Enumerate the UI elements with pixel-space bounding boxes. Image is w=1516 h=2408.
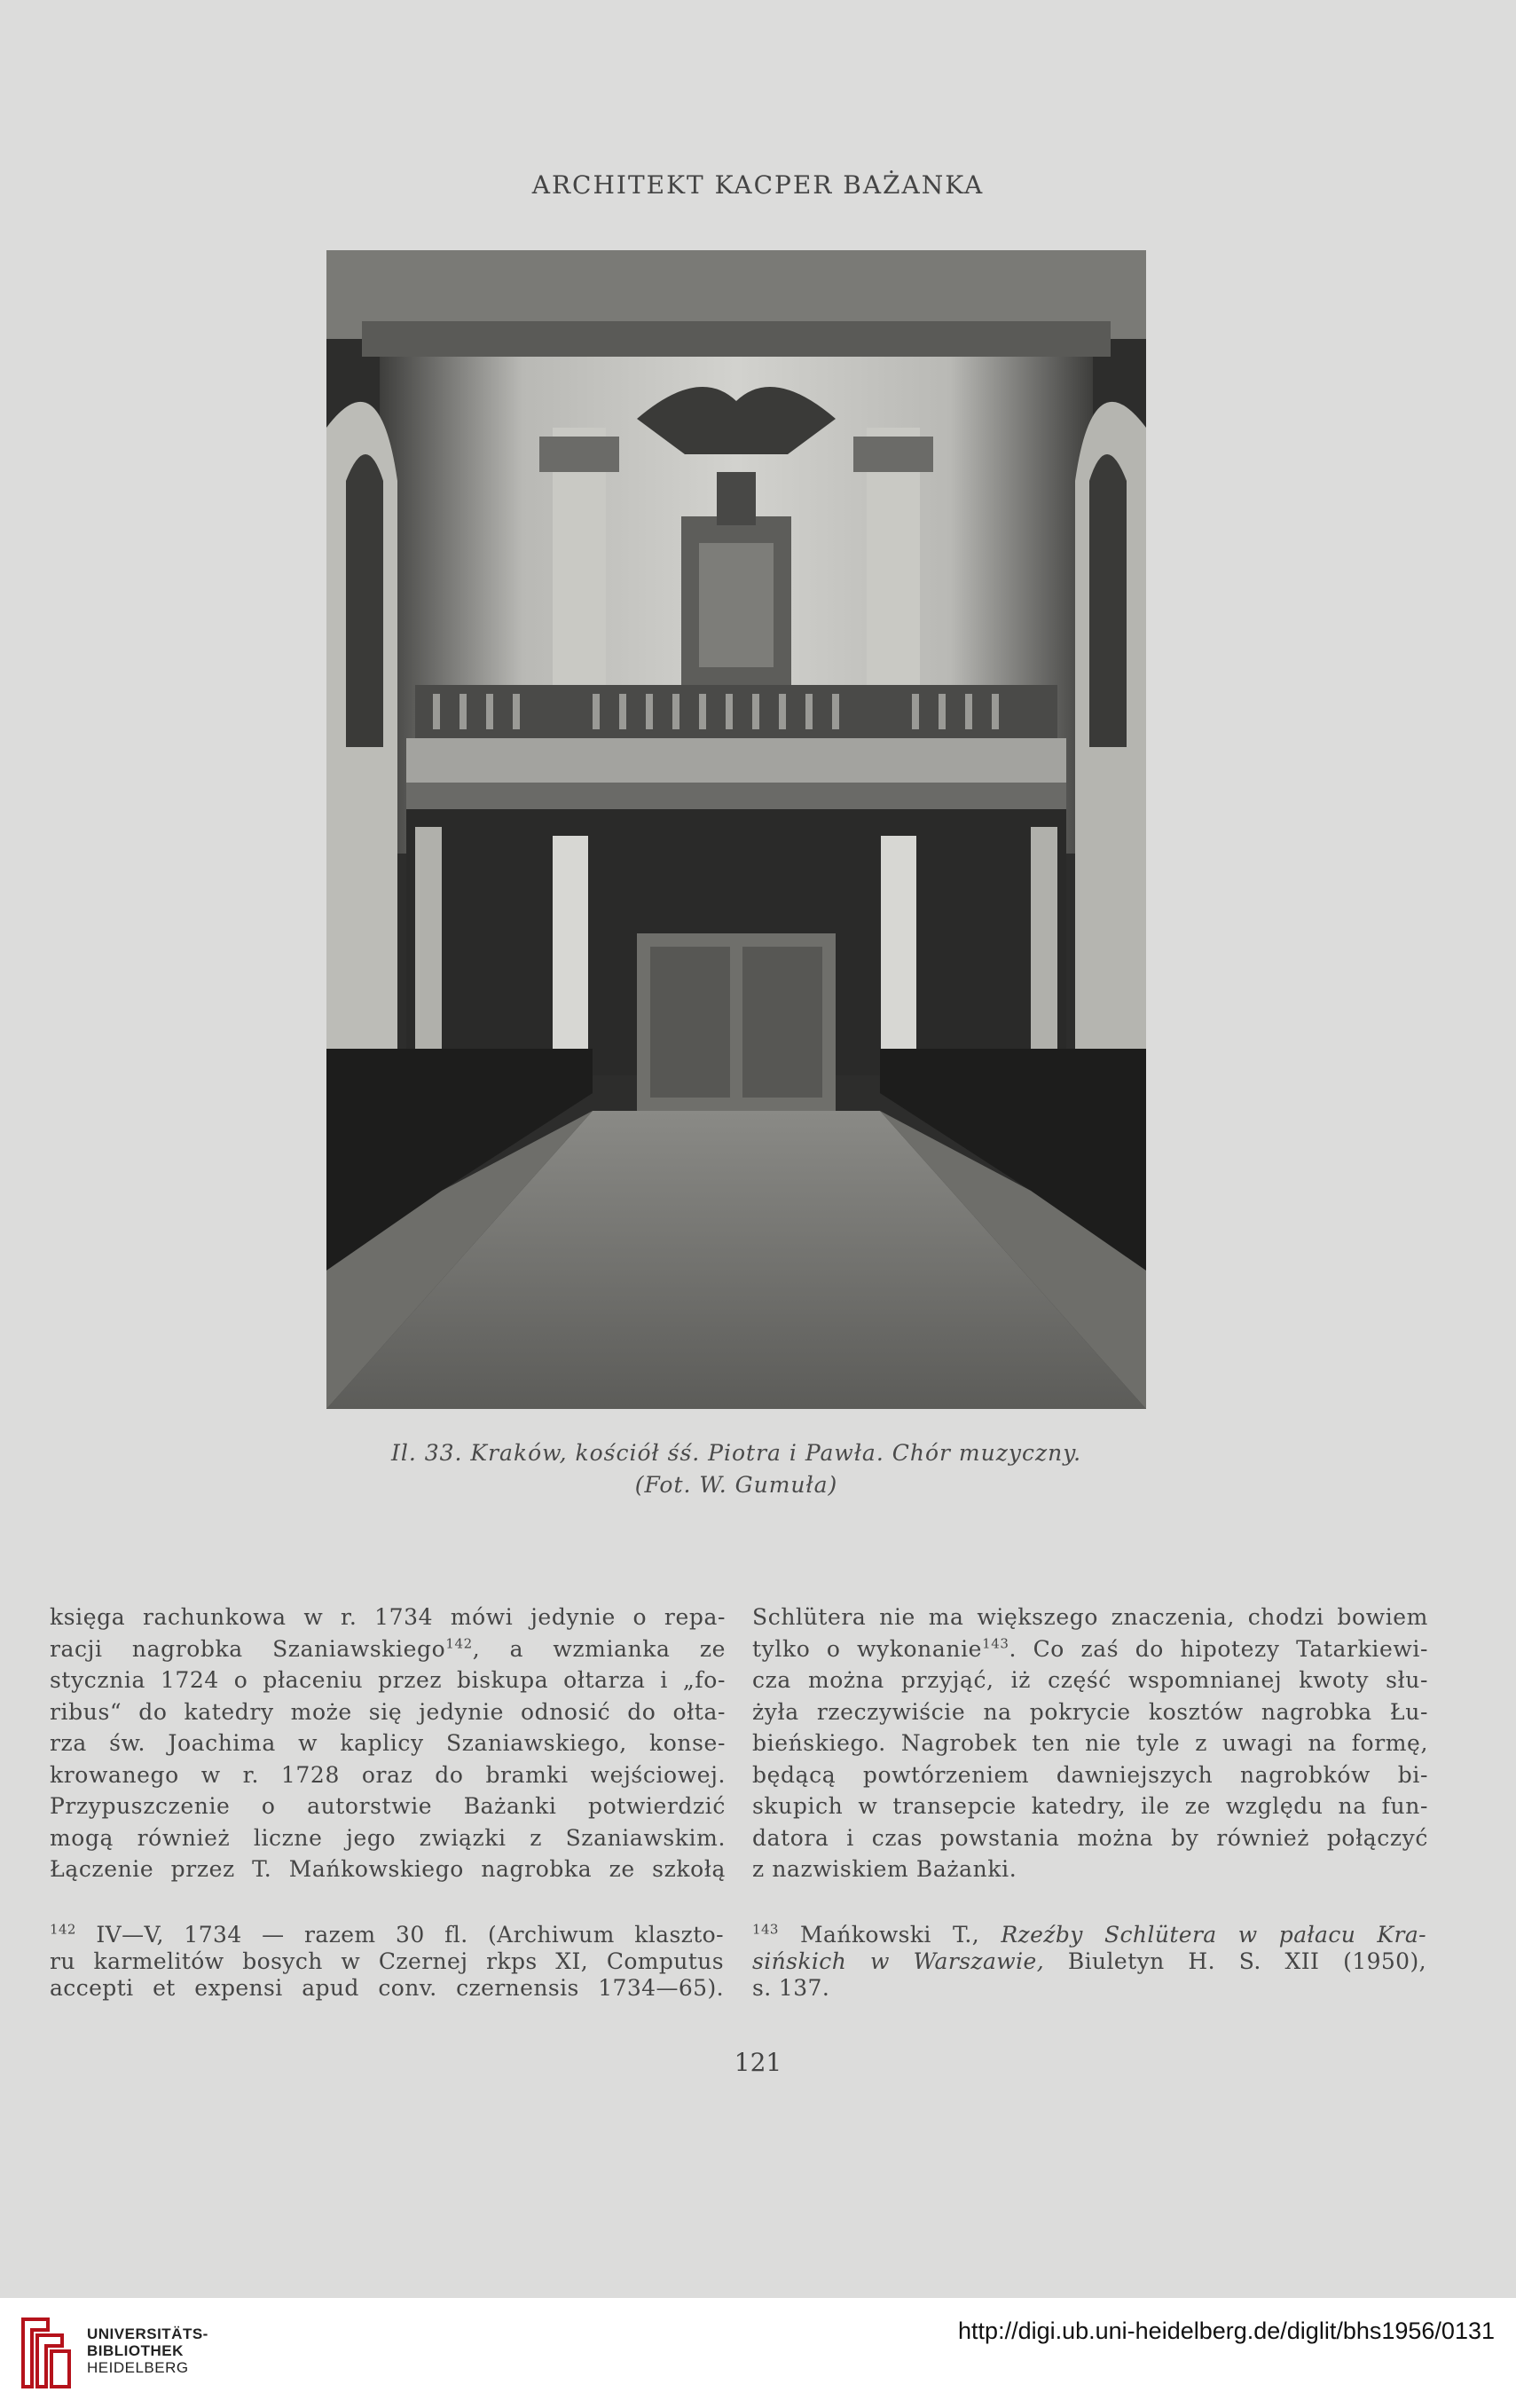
footnote-line: s. 137.: [752, 1975, 830, 2001]
text-line: Schlütera nie ma większego znaczenia, chodzi bowiem: [752, 1604, 1428, 1630]
footnote-line: $^{142}$ IV—V, 1734 — razem 30 fl. (Archiwum klaszto-: [50, 1921, 724, 1948]
library-name: [87, 2325, 208, 2376]
library-name-line: BIBLIOTHEK: [87, 2342, 184, 2359]
source-url-link[interactable]: http://digi.ub.uni-heidelberg.de/diglit/bhs1956/0131: [958, 2318, 1495, 2344]
footnote-line: sińskich w Warszawie, Biuletyn H. S. XII (1950),: [752, 1948, 1426, 1974]
text-line: księga rachunkowa w r. 1734 mówi jedynie o repa-: [50, 1604, 726, 1630]
footnote-line: ru karmelitów bosych w Czernej rkps XI, Computus: [50, 1948, 724, 1974]
library-name-line: HEIDELBERG: [87, 2359, 189, 2376]
footnote-ref-142: 142: [445, 1635, 473, 1652]
text-line: tylko o wykonanie$^{143}$. Co zaś do hipotezy Tatarkiewi-: [752, 1635, 1428, 1662]
page-number: 121: [734, 2048, 782, 2077]
library-name-line: UNIVERSITÄTS-: [87, 2325, 208, 2342]
text-line: ribus“ do katedry może się jedynie odnosić do ołta-: [50, 1698, 726, 1725]
footnote-142: [50, 1922, 724, 2002]
church-interior-image: [326, 250, 1146, 1409]
text-line: cza można przyjąć, iż część wspomnianej kwoty słu-: [752, 1667, 1428, 1693]
footnote-ref-143: 143: [982, 1635, 1009, 1652]
body-column-left: [50, 1601, 726, 1885]
text-line: będącą powtórzeniem dawniejszych nagrobków bi-: [752, 1761, 1428, 1788]
footnote-number: 142: [50, 1921, 76, 1938]
text-line: datora i czas powstania można by również połączyć: [752, 1824, 1428, 1851]
footnote-143: [752, 1922, 1426, 2002]
caption-line-2: (Fot. W. Gumuła): [634, 1472, 838, 1498]
footnote-line: $^{143}$ Mańkowski T., Rzeźby Schlütera w pałacu Kra-: [752, 1921, 1426, 1948]
footnote-number: 143: [752, 1921, 779, 1938]
digitization-footer: [0, 2298, 1516, 2408]
text-line: stycznia 1724 o płaceniu przez biskupa ołtarza i „fo-: [50, 1667, 726, 1693]
running-title: ARCHITEKT KACPER BAŻANKA: [531, 170, 985, 200]
text-line: z nazwiskiem Bażanki.: [752, 1856, 1017, 1882]
text-line: skupich w transepcie katedry, ile ze względu na fun-: [752, 1793, 1428, 1819]
text-line: krowanego w r. 1728 oraz do bramki wejściowej.: [50, 1761, 726, 1788]
text-line: żyła rzeczywiście na pokrycie kosztów nagrobka Łu-: [752, 1698, 1428, 1725]
text-line: mogą również liczne jego związki z Szaniawskim.: [50, 1824, 726, 1851]
choir-loft-photograph: [326, 250, 1146, 1409]
figure-caption: [266, 1437, 1206, 1501]
caption-line-1: Il. 33. Kraków, kościół śś. Piotra i Pawła. Chór muzyczny.: [390, 1440, 1082, 1466]
library-logo-icon: [18, 2312, 73, 2394]
text-line: racji nagrobka Szaniawskiego$^{142}$, a wzmianka ze: [50, 1635, 726, 1662]
text-line: Łączenie przez T. Mańkowskiego nagrobka ze szkołą: [50, 1856, 726, 1882]
text-line: rza św. Joachima w kaplicy Szaniawskiego, konse-: [50, 1730, 726, 1756]
text-line: bieńskiego. Nagrobek ten nie tyle z uwagi na formę,: [752, 1730, 1428, 1756]
body-column-right: [752, 1601, 1428, 1885]
footnote-line: accepti et expensi apud conv. czernensis 1734—65).: [50, 1975, 724, 2001]
text-line: Przypuszczenie o autorstwie Bażanki potwierdzić: [50, 1793, 726, 1819]
